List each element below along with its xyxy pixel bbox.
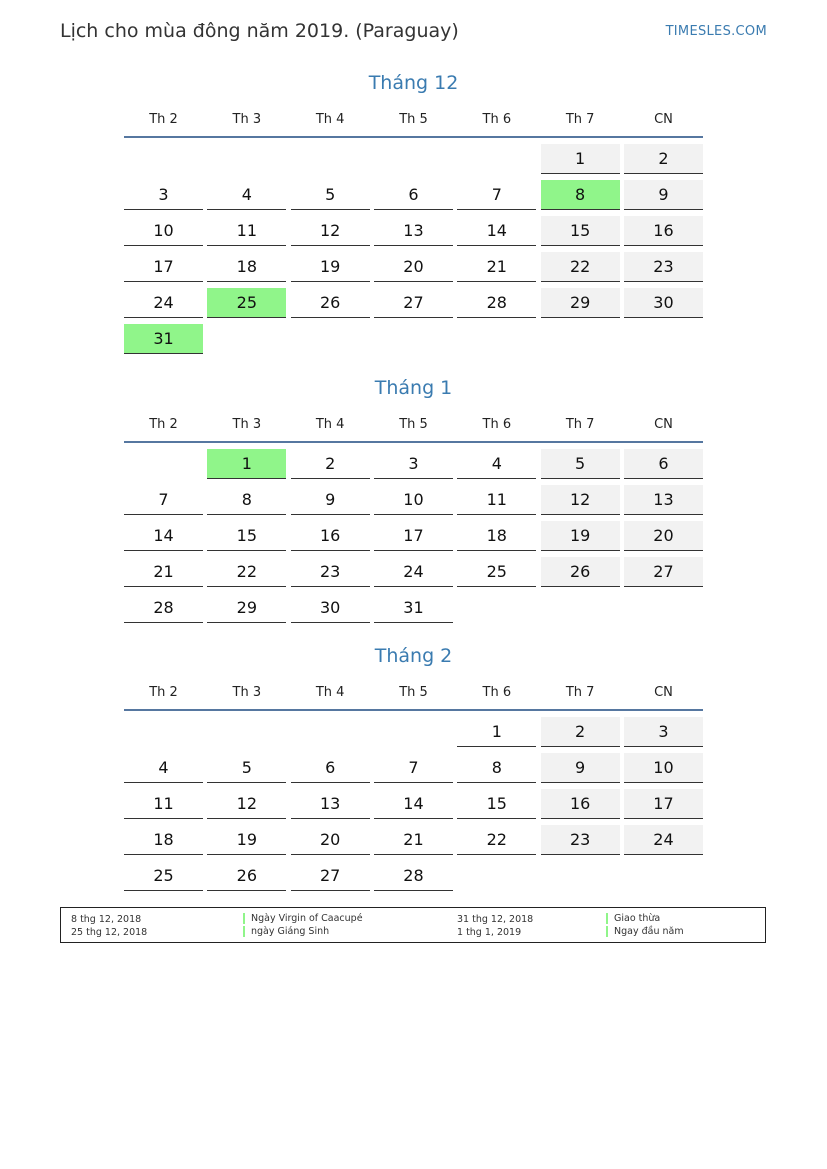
month-january — [124, 374, 703, 623]
day-grid — [124, 717, 703, 891]
day-cell: 11 — [124, 789, 203, 819]
day-cell: 10 — [624, 753, 703, 783]
day-cell: 5 — [291, 180, 370, 210]
weekday-label: Th 4 — [315, 112, 345, 127]
day-cell: 17 — [374, 521, 453, 551]
day-cell: 10 — [374, 485, 453, 515]
day-cell: 23 — [541, 825, 620, 855]
day-cell: 3 — [624, 717, 703, 747]
day-cell: 15 — [457, 789, 536, 819]
day-cell: 22 — [541, 252, 620, 282]
legend-row — [61, 913, 765, 926]
weekday-label: CN — [654, 685, 673, 700]
day-cell: 24 — [624, 825, 703, 855]
day-cell: 7 — [374, 753, 453, 783]
weekday-label: Th 5 — [399, 417, 428, 432]
day-cell: 7 — [457, 180, 536, 210]
empty-cell — [124, 717, 203, 746]
day-cell: 9 — [624, 180, 703, 210]
empty-cell — [124, 449, 203, 478]
day-cell: 29 — [541, 288, 620, 318]
day-cell: 17 — [124, 252, 203, 282]
weekday-label: Th 5 — [399, 685, 428, 700]
day-cell: 9 — [291, 485, 370, 515]
legend-date: 1 thg 1, 2019 — [457, 927, 522, 938]
legend-date: 31 thg 12, 2018 — [457, 914, 534, 925]
day-cell: 16 — [541, 789, 620, 819]
empty-cell — [457, 144, 536, 173]
day-cell: 26 — [541, 557, 620, 587]
day-cell: 19 — [207, 825, 286, 855]
day-cell: 25 — [457, 557, 536, 587]
legend-name: Ngày Virgin of Caacupé — [243, 913, 363, 924]
month-title: Tháng 1 — [374, 377, 453, 399]
legend-row — [61, 926, 765, 939]
day-cell: 23 — [291, 557, 370, 587]
weekday-label: Th 2 — [149, 112, 178, 127]
day-cell: 22 — [457, 825, 536, 855]
weekday-label: Th 7 — [565, 685, 595, 700]
day-cell: 18 — [207, 252, 286, 282]
day-cell: 20 — [624, 521, 703, 551]
day-cell: 5 — [541, 449, 620, 479]
month-february — [124, 642, 703, 891]
weekday-label: Th 6 — [482, 417, 512, 432]
weekday-label: CN — [654, 417, 673, 432]
day-cell: 18 — [124, 825, 203, 855]
day-cell: 5 — [207, 753, 286, 783]
day-cell: 19 — [541, 521, 620, 551]
day-cell: 16 — [624, 216, 703, 246]
holiday-day-cell: 8 — [541, 180, 620, 210]
month-title: Tháng 12 — [368, 72, 459, 94]
day-cell: 1 — [541, 144, 620, 174]
day-cell: 14 — [124, 521, 203, 551]
day-cell: 12 — [207, 789, 286, 819]
day-cell: 18 — [457, 521, 536, 551]
legend-name: ngày Giáng Sinh — [243, 926, 329, 937]
day-cell: 24 — [124, 288, 203, 318]
day-grid — [124, 449, 703, 623]
day-cell: 26 — [291, 288, 370, 318]
weekday-label: Th 6 — [482, 685, 512, 700]
weekday-label: Th 6 — [482, 112, 512, 127]
holiday-day-cell: 31 — [124, 324, 203, 354]
weekday-label: Th 4 — [315, 685, 345, 700]
day-cell: 21 — [457, 252, 536, 282]
day-cell: 27 — [374, 288, 453, 318]
weekday-label: Th 7 — [565, 417, 595, 432]
legend-date: 25 thg 12, 2018 — [71, 927, 148, 938]
day-cell: 14 — [457, 216, 536, 246]
legend-name: Giao thừa — [606, 913, 660, 924]
day-cell: 4 — [457, 449, 536, 479]
day-cell: 8 — [457, 753, 536, 783]
empty-cell — [374, 144, 453, 173]
legend-date: 8 thg 12, 2018 — [71, 914, 142, 925]
day-cell: 6 — [291, 753, 370, 783]
day-cell: 26 — [207, 861, 286, 891]
day-cell: 30 — [291, 593, 370, 623]
day-cell: 27 — [291, 861, 370, 891]
day-cell: 12 — [541, 485, 620, 515]
empty-cell — [207, 144, 286, 173]
day-cell: 20 — [291, 825, 370, 855]
day-cell: 23 — [624, 252, 703, 282]
page-title: Lịch cho mùa đông năm 2019. (Paraguay) — [60, 20, 459, 42]
day-cell: 22 — [207, 557, 286, 587]
weekday-label: Th 3 — [232, 685, 262, 700]
day-cell: 20 — [374, 252, 453, 282]
day-cell: 17 — [624, 789, 703, 819]
day-cell: 19 — [291, 252, 370, 282]
day-cell: 13 — [291, 789, 370, 819]
day-cell: 16 — [291, 521, 370, 551]
day-cell: 13 — [624, 485, 703, 515]
day-cell: 8 — [207, 485, 286, 515]
day-cell: 13 — [374, 216, 453, 246]
day-cell: 2 — [541, 717, 620, 747]
day-cell: 15 — [207, 521, 286, 551]
weekday-header — [124, 103, 703, 138]
day-cell: 15 — [541, 216, 620, 246]
weekday-label: Th 2 — [149, 685, 178, 700]
legend-name: Ngay đầu năm — [606, 926, 684, 937]
weekday-label: CN — [654, 112, 673, 127]
site-link[interactable]: TIMESLES.COM — [665, 24, 767, 39]
empty-cell — [124, 144, 203, 173]
holiday-legend — [60, 907, 766, 943]
weekday-header — [124, 676, 703, 711]
weekday-label: Th 2 — [149, 417, 178, 432]
day-cell: 7 — [124, 485, 203, 515]
day-cell: 30 — [624, 288, 703, 318]
empty-cell — [207, 717, 286, 746]
empty-cell — [291, 717, 370, 746]
day-cell: 14 — [374, 789, 453, 819]
holiday-day-cell: 25 — [207, 288, 286, 318]
weekday-header — [124, 408, 703, 443]
day-cell: 28 — [124, 593, 203, 623]
day-cell: 27 — [624, 557, 703, 587]
weekday-label: Th 4 — [315, 417, 345, 432]
day-cell: 10 — [124, 216, 203, 246]
month-title: Tháng 2 — [374, 645, 453, 667]
weekday-label: Th 3 — [232, 112, 262, 127]
weekday-label: Th 7 — [565, 112, 595, 127]
day-cell: 28 — [457, 288, 536, 318]
day-cell: 12 — [291, 216, 370, 246]
month-december — [124, 69, 703, 354]
day-cell: 2 — [624, 144, 703, 174]
day-cell: 11 — [207, 216, 286, 246]
empty-cell — [374, 717, 453, 746]
day-grid — [124, 144, 703, 354]
day-cell: 31 — [374, 593, 453, 623]
day-cell: 25 — [124, 861, 203, 891]
day-cell: 3 — [124, 180, 203, 210]
day-cell: 21 — [374, 825, 453, 855]
day-cell: 4 — [207, 180, 286, 210]
day-cell: 21 — [124, 557, 203, 587]
day-cell: 6 — [624, 449, 703, 479]
day-cell: 28 — [374, 861, 453, 891]
day-cell: 29 — [207, 593, 286, 623]
day-cell: 1 — [457, 717, 536, 747]
day-cell: 9 — [541, 753, 620, 783]
holiday-day-cell: 1 — [207, 449, 286, 479]
day-cell: 4 — [124, 753, 203, 783]
weekday-label: Th 5 — [399, 112, 428, 127]
empty-cell — [291, 144, 370, 173]
day-cell: 6 — [374, 180, 453, 210]
day-cell: 24 — [374, 557, 453, 587]
weekday-label: Th 3 — [232, 417, 262, 432]
day-cell: 2 — [291, 449, 370, 479]
day-cell: 3 — [374, 449, 453, 479]
day-cell: 11 — [457, 485, 536, 515]
